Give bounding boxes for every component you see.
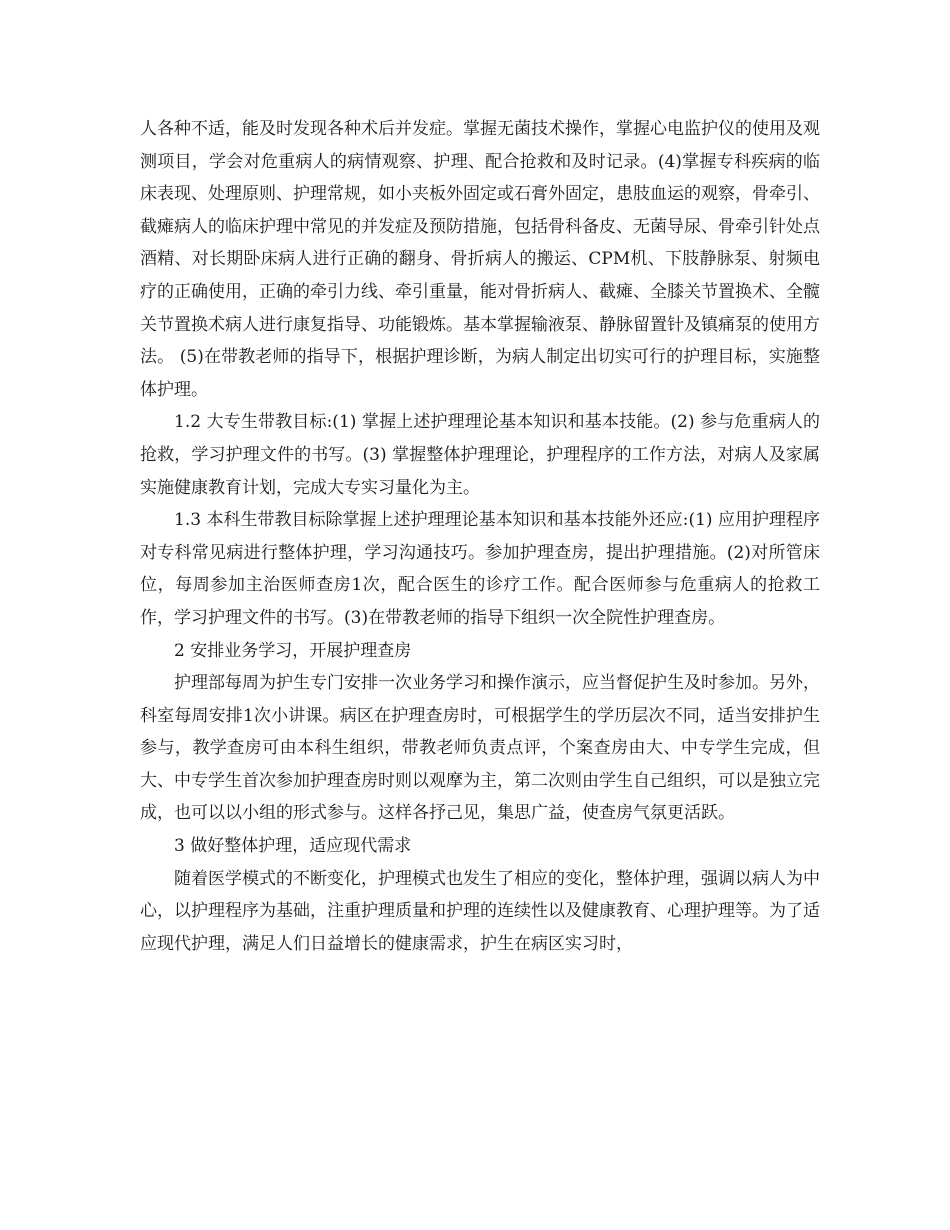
- document-body: [140, 113, 820, 960]
- paragraph-holistic-care: 随着医学模式的不断变化，护理模式也发生了相应的变化，整体护理，强调以病人为中心，以护理程序为基础，注重护理质量和护理的连续性以及健康教育、心理护理等。为了适应现代护理，满足人们日益增长的健康需求，护生在病区实习时，: [140, 868, 820, 954]
- section-heading-holistic-care: 3 做好整体护理，适应现代需求: [174, 836, 412, 857]
- paragraph-study-and-rounds: 护理部每周为护生专门安排一次业务学习和操作演示，应当督促护生及时参加。另外，科室每周安排1次小讲课。病区在护理查房时，可根据学生的学历层次不同，适当安排护生参与，教学查房可由本科生组织，带教老师负责点评，个案查房由大、中专学生完成，但大、中专学生首次参加护理查房时则以观摩为主，第二次则由学生自己组织，可以是独立完成，也可以以小组的形式参与。这样各抒己见，集思广益，使查房气氛更活跃。: [140, 673, 820, 824]
- paragraph-undergraduate-goals: 1.3 本科生带教目标除掌握上述护理理论基本知识和基本技能外还应:(1) 应用护理程序对专科常见病进行整体护理，学习沟通技巧。参加护理查房，提出护理措施。(2)对所管床位，每周参加主治医师查房1次，配合医生的诊疗工作。配合医师参与危重病人的抢救工作，学习护理文件的书写。(3)在带教老师的指导下组织一次全院性护理查房。: [140, 510, 820, 628]
- paragraph-nursing-skills-continued: 人各种不适，能及时发现各种术后并发症。掌握无菌技术操作，掌握心电监护仪的使用及观测项目，学会对危重病人的病情观察、护理、配合抢救和及时记录。(4)掌握专科疾病的临床表现、处理原则、护理常规，如小夹板外固定或石膏外固定，患肢血运的观察，骨牵引、截瘫病人的临床护理中常见的并发症及预防措施，包括骨科备皮、无菌导尿、骨牵引针处点酒精、对长期卧床病人进行正确的翻身、骨折病人的搬运、CPM机、下肢静脉泵、射频电疗的正确使用，正确的牵引力线、牵引重量，能对骨折病人、截瘫、全膝关节置换术、全髋关节置换术病人进行康复指导、功能锻炼。基本掌握输液泵、静脉留置针及镇痛泵的使用方法。 (5)在带教老师的指导下，根据护理诊断，为病人制定出切实可行的护理目标，实施整体护理。: [140, 119, 820, 400]
- paragraph-junior-college-goals: 1.2 大专生带教目标:(1) 掌握上述护理理论基本知识和基本技能。(2) 参与危重病人的抢救，学习护理文件的书写。(3) 掌握整体护理理论，护理程序的工作方法，对病人及家属实施健康教育计划，完成大专实习量化为主。: [140, 412, 820, 498]
- section-heading-study-and-rounds: 2 安排业务学习，开展护理查房: [174, 640, 412, 661]
